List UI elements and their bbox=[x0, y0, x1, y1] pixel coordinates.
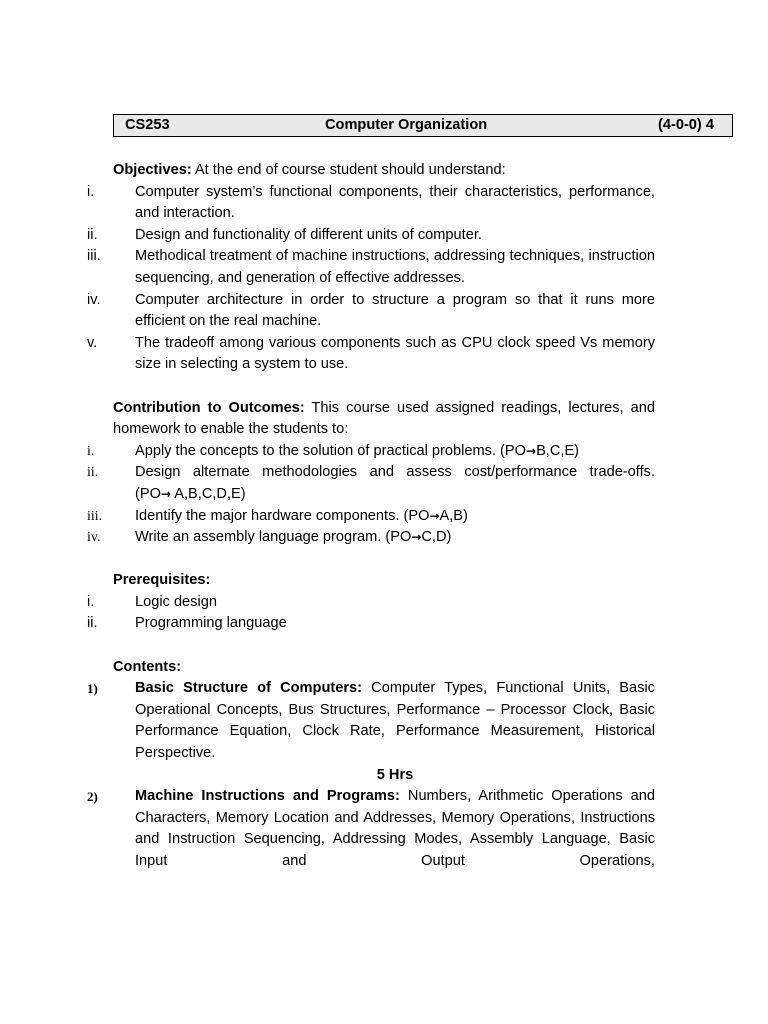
list-item bbox=[87, 527, 655, 549]
list-item bbox=[87, 462, 720, 505]
list-item-text: Design alternate methodologies and assess cost/performance trade-offs. (PO bbox=[135, 464, 720, 502]
list-item-text: Apply the concepts to the solution of practical problems. (PO bbox=[135, 442, 526, 459]
list-item bbox=[87, 506, 655, 528]
arrow-right-icon: → bbox=[160, 486, 172, 501]
objectives-list bbox=[87, 182, 655, 376]
list-item bbox=[87, 182, 655, 225]
objectives-intro bbox=[113, 160, 655, 182]
list-item bbox=[87, 441, 655, 463]
content-item-title: Basic Structure of Computers: bbox=[135, 680, 362, 697]
list-marker: i. bbox=[87, 443, 95, 459]
list-item-text: Logic design bbox=[135, 593, 217, 610]
objectives-heading: Objectives: bbox=[113, 162, 192, 178]
list-item-tail: A,B,C,D,E) bbox=[171, 485, 246, 502]
list-item-tail: C,D) bbox=[421, 529, 452, 546]
list-item-text: Methodical treatment of machine instructions, addressing techniques, instruction sequencing, and generation of effective addresses. bbox=[135, 248, 655, 286]
outcomes-list bbox=[87, 441, 720, 549]
list-marker: 1) bbox=[87, 681, 98, 697]
contents-heading: Contents: bbox=[113, 658, 182, 675]
list-marker: i. bbox=[87, 183, 95, 200]
course-code: CS253 bbox=[125, 117, 170, 133]
list-item bbox=[87, 333, 655, 376]
outcomes-intro-text: This course used assigned readings, lectures, and homework to enable the students to: bbox=[113, 399, 655, 438]
syllabus-body bbox=[87, 160, 720, 873]
list-item-text: The tradeoff among various components such as CPU clock speed Vs memory size in selecting a system to use. bbox=[135, 334, 655, 373]
content-item-title: Machine Instructions and Programs: bbox=[135, 788, 400, 805]
list-marker: iv. bbox=[87, 530, 101, 546]
list-item-text: Computer architecture in order to structure a program so that it runs more efficient on the real machine. bbox=[135, 291, 655, 330]
outcomes-intro bbox=[113, 398, 655, 441]
list-marker: iv. bbox=[87, 291, 101, 308]
list-marker: iii. bbox=[87, 248, 101, 265]
list-item bbox=[87, 786, 655, 872]
list-item bbox=[87, 225, 655, 247]
content-item-hours: 5 Hrs bbox=[376, 766, 414, 783]
content-item-text: Computer Types, Functional Units, Basic Operational Concepts, Bus Structures, Performance – Processor Clock, Basic Performance Equation, Clock Rate, Performance Measurement, Historical Perspective. bbox=[135, 680, 655, 762]
contents-list bbox=[87, 678, 655, 764]
list-item bbox=[87, 290, 655, 333]
list-marker: v. bbox=[87, 334, 98, 351]
list-marker: i. bbox=[87, 593, 95, 610]
outcomes-heading: Contribution to Outcomes: bbox=[113, 399, 305, 416]
list-item-text: Identify the major hardware components. (PO bbox=[135, 507, 430, 524]
course-header bbox=[113, 114, 733, 137]
list-marker: iii. bbox=[87, 508, 103, 524]
list-marker: ii. bbox=[87, 615, 98, 632]
content-item-text: Numbers, Arithmetic Operations and Characters, Memory Location and Addresses, Memory Operations, Instructions and Instruction Sequencing, Addressing Modes, Assembly Language, Basic Input and Output Operations, bbox=[135, 788, 655, 869]
list-item-text: Design and functionality of different units of computer. bbox=[135, 226, 482, 243]
list-item bbox=[87, 678, 655, 764]
objectives-intro-text: At the end of course student should understand: bbox=[191, 162, 506, 178]
list-item-text: Write an assembly language program. (PO bbox=[135, 529, 412, 546]
contents-list-continued bbox=[87, 786, 655, 872]
list-marker: 2) bbox=[87, 789, 98, 805]
list-item bbox=[87, 246, 655, 289]
list-marker: ii. bbox=[87, 465, 99, 481]
list-item-text: Computer system’s functional components, their characteristics, performance, and interaction. bbox=[135, 183, 655, 222]
arrow-right-icon: → bbox=[429, 508, 440, 523]
list-item bbox=[87, 592, 655, 614]
list-item bbox=[87, 613, 655, 635]
arrow-right-icon: → bbox=[411, 530, 422, 545]
list-item-tail: A,B) bbox=[439, 507, 468, 524]
course-credits: (4-0-0) 4 bbox=[658, 117, 714, 133]
course-title: Computer Organization bbox=[325, 117, 488, 133]
prerequisites-list bbox=[87, 592, 655, 635]
list-item-text: Programming language bbox=[135, 615, 287, 632]
arrow-right-icon: → bbox=[526, 443, 537, 458]
list-marker: ii. bbox=[87, 226, 98, 243]
prerequisites-heading: Prerequisites: bbox=[113, 572, 211, 589]
list-item-tail: B,C,E) bbox=[536, 442, 580, 459]
